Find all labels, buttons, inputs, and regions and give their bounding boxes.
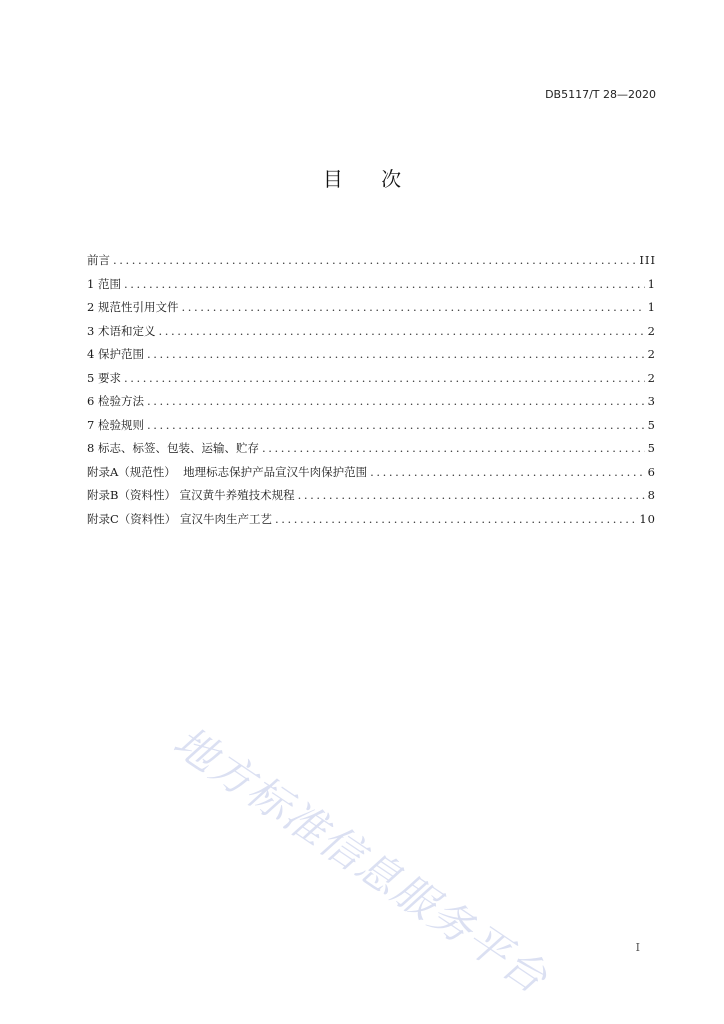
toc-leader-dots (158, 324, 644, 338)
toc-entry-page: 1 (647, 300, 656, 314)
toc-entry-page: 2 (647, 347, 656, 361)
toc-entry-label: 附录A（规范性） 地理标志保护产品宣汉牛肉保护范围 (87, 464, 368, 479)
toc-entry-label: 附录B（资料性） 宣汉黄牛养殖技术规程 (87, 488, 295, 502)
toc-entry-annex-a[interactable] (87, 464, 656, 488)
toc-entry-label: 7 检验规则 (87, 417, 144, 432)
toc-entry-page: 5 (647, 417, 656, 432)
toc-entry-label: 2 规范性引用文件 (87, 300, 179, 314)
toc-entry-normative-references[interactable] (87, 299, 656, 323)
toc-entry-page: 8 (647, 488, 656, 502)
watermark: 地方标准信息服务平台 (164, 716, 558, 1004)
toc-entry-label: 3 术语和定义 (87, 323, 156, 338)
toc-entry-page: III (639, 253, 656, 267)
toc-entry-label: 8 标志、标签、包装、运输、贮存 (87, 441, 259, 455)
toc-entry-requirements[interactable] (87, 370, 656, 394)
toc-entry-page: 2 (647, 370, 656, 385)
toc-entry-test-methods[interactable] (87, 393, 656, 417)
toc-leader-dots (298, 488, 645, 502)
toc-entry-page: 5 (647, 441, 656, 455)
toc-entry-annex-b[interactable] (87, 487, 656, 511)
toc-entry-protection-scope[interactable] (87, 346, 656, 370)
toc-entry-label: 附录C（资料性） 宣汉牛肉生产工艺 (87, 511, 272, 526)
toc-entry-marking-packaging[interactable] (87, 440, 656, 464)
toc-entry-label: 前言 (87, 253, 110, 267)
toc-entry-label: 1 范围 (87, 276, 121, 291)
toc-leader-dots (124, 371, 645, 385)
toc-leader-dots (147, 394, 645, 408)
toc-leader-dots (275, 512, 636, 526)
toc-leader-dots (147, 347, 645, 361)
toc-entry-page: 10 (639, 511, 656, 526)
toc-title: 目 次 (322, 167, 418, 191)
toc-entry-page: 2 (647, 323, 656, 338)
document-code: DB5117/T 28—2020 (545, 88, 656, 101)
toc-entry-terms-definitions[interactable] (87, 323, 656, 347)
toc-leader-dots (181, 300, 644, 314)
toc-entry-page: 3 (647, 394, 656, 408)
toc-entry-label: 5 要求 (87, 370, 121, 385)
toc-leader-dots (124, 277, 645, 291)
toc-leader-dots (262, 441, 645, 455)
table-of-contents (87, 252, 656, 534)
toc-entry-annex-c[interactable] (87, 511, 656, 535)
toc-entry-page: 1 (647, 276, 656, 291)
toc-leader-dots (147, 418, 645, 432)
toc-entry-foreword[interactable] (87, 252, 656, 276)
toc-entry-page: 6 (647, 464, 656, 479)
toc-leader-dots (370, 465, 645, 479)
toc-entry-label: 4 保护范围 (87, 347, 144, 361)
page-number: I (635, 941, 640, 954)
toc-leader-dots (113, 253, 636, 267)
toc-entry-label: 6 检验方法 (87, 394, 144, 408)
toc-entry-inspection-rules[interactable] (87, 417, 656, 441)
toc-entry-scope[interactable] (87, 276, 656, 300)
